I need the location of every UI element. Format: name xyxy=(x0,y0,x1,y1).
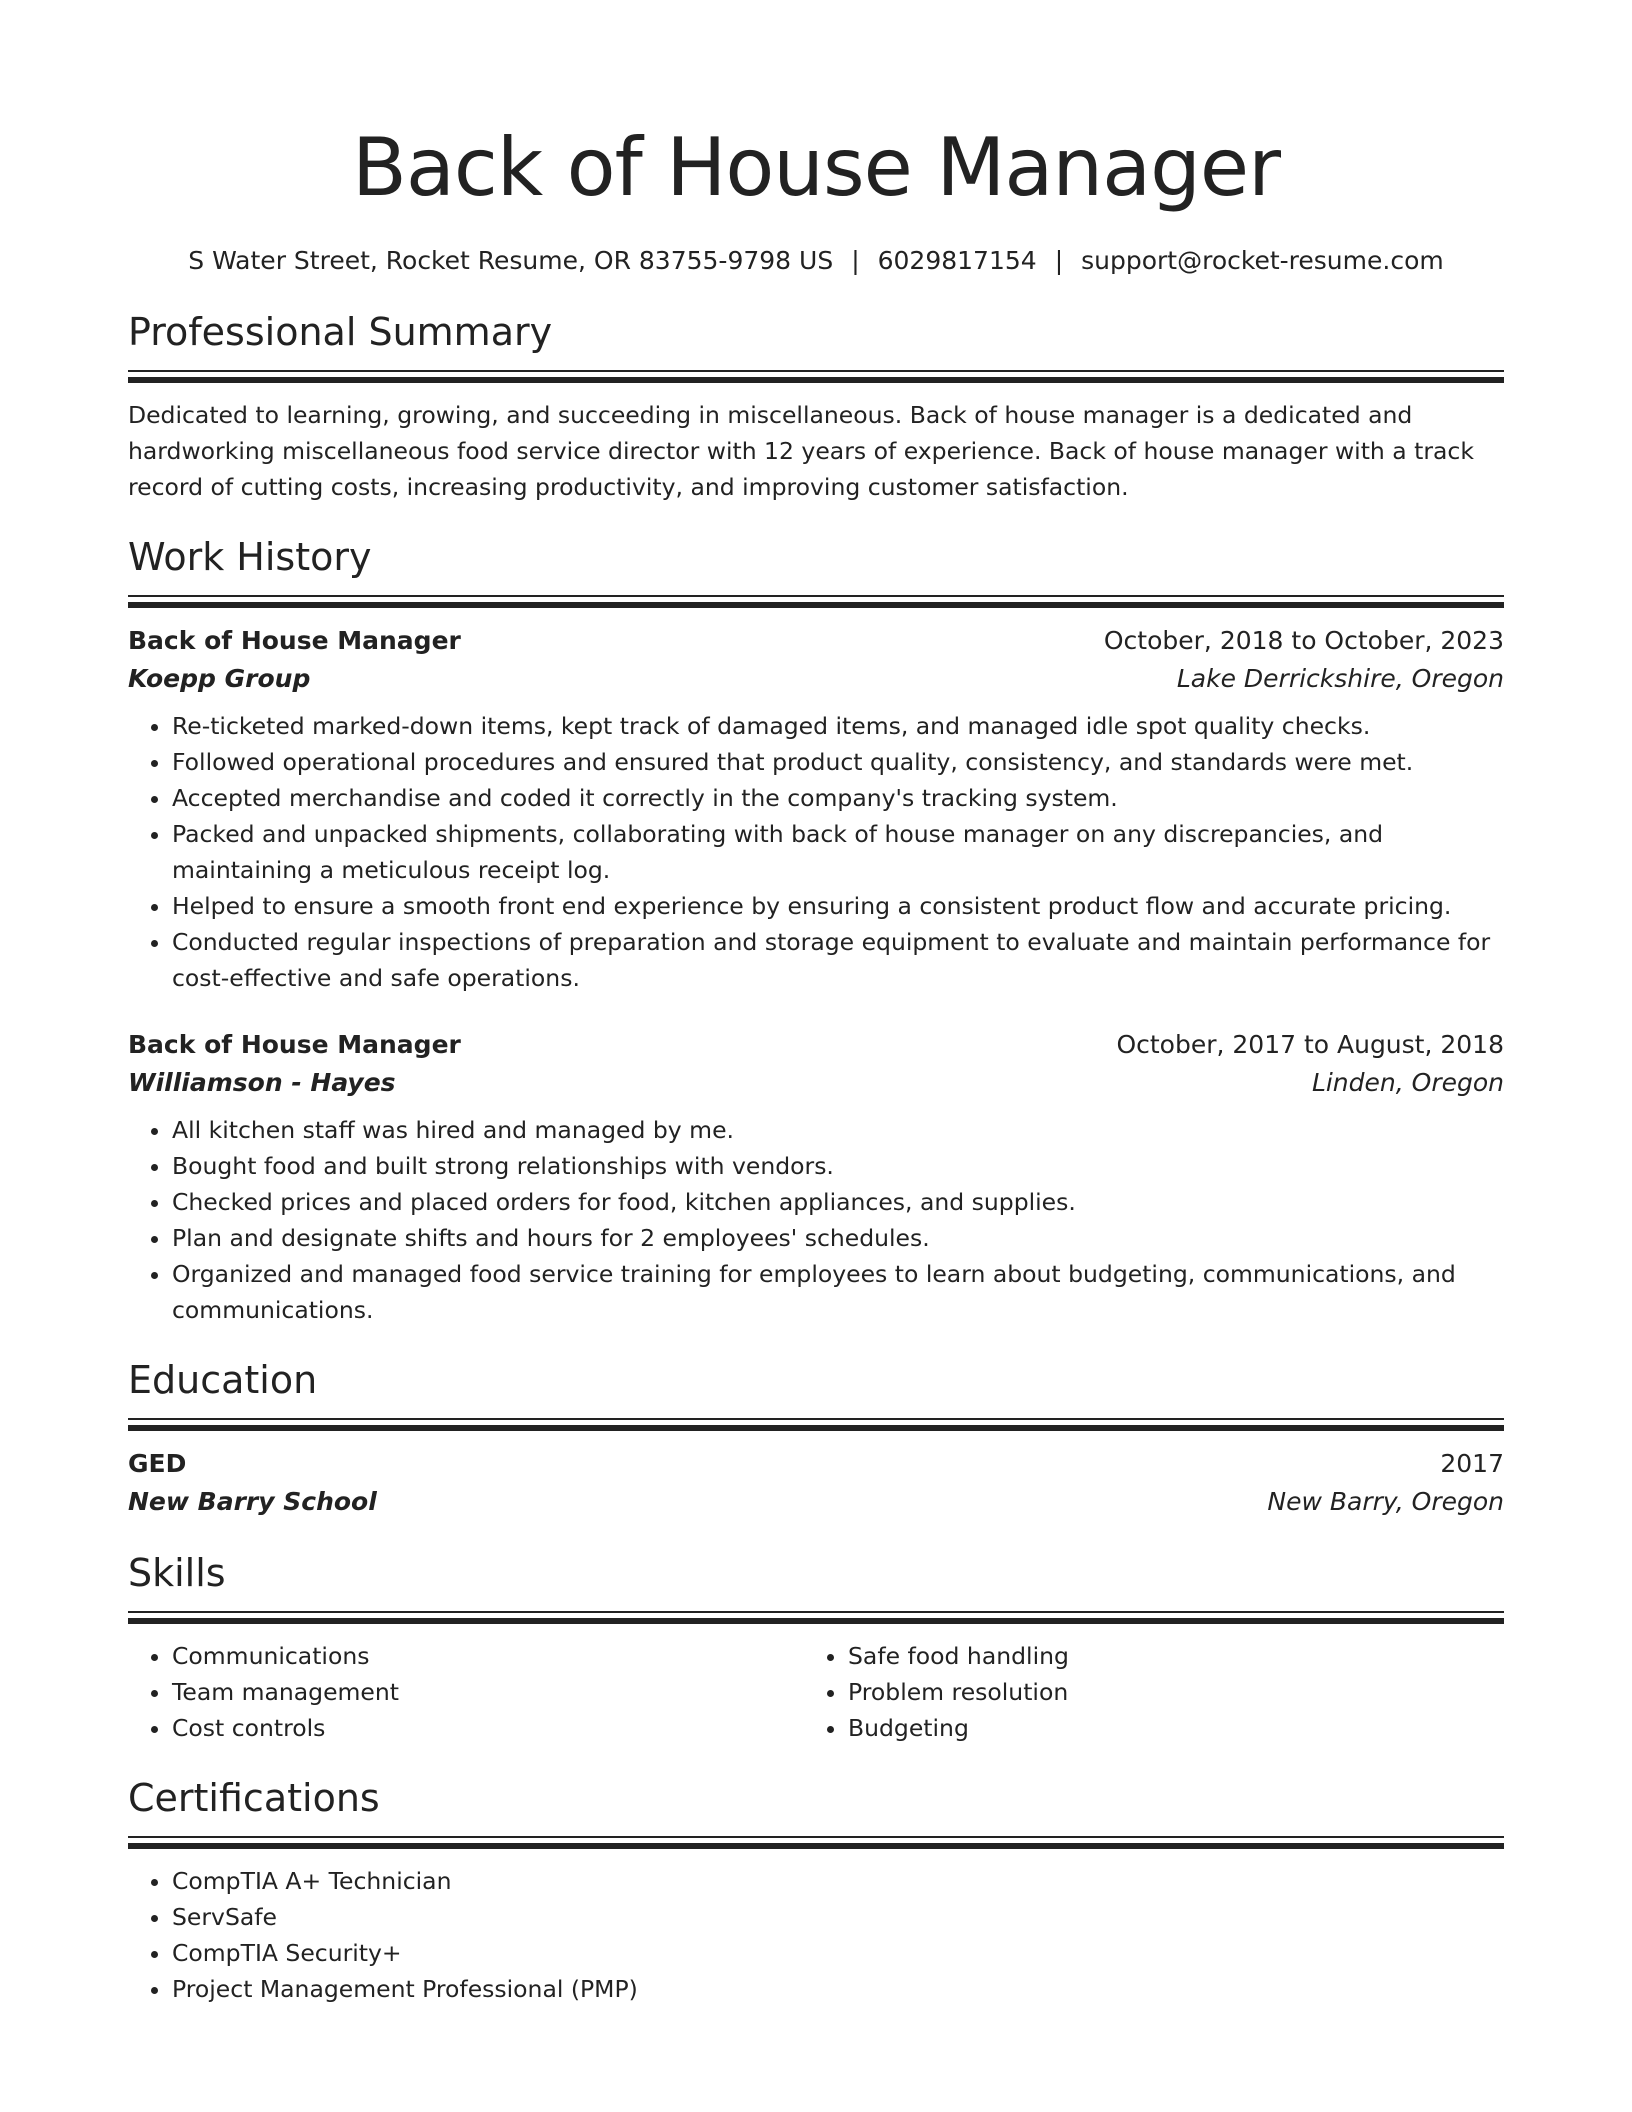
job-company: Williamson - Hayes xyxy=(128,1068,396,1097)
section-title-skills: Skills xyxy=(128,1551,226,1595)
contact-separator: | xyxy=(851,246,860,275)
job-bullet: • Checked prices and placed orders for food, kitchen appliances, and supplies. xyxy=(172,1184,1504,1220)
job-dates: October, 2018 to October, 2023 xyxy=(1103,626,1504,655)
skills-list-left xyxy=(128,1638,804,1746)
section-title-summary: Professional Summary xyxy=(128,310,553,354)
job-bullet: • Bought food and built strong relationships with vendors. xyxy=(172,1148,1504,1184)
job-bullets xyxy=(128,1112,1504,1328)
section-divider xyxy=(128,1418,1504,1431)
section-divider xyxy=(128,370,1504,383)
job-bullet: • Re-ticketed marked-down items, kept track of damaged items, and managed idle spot quality checks. xyxy=(172,708,1504,744)
job-bullet: • Organized and managed food service training for employees to learn about budgeting, communications, and communications. xyxy=(172,1256,1504,1328)
section-title-education: Education xyxy=(128,1358,318,1402)
job-bullet: • Helped to ensure a smooth front end experience by ensuring a consistent product flow and accurate pricing. xyxy=(172,888,1504,924)
job-bullet: • All kitchen staff was hired and managed by me. xyxy=(172,1112,1504,1148)
job-entry xyxy=(128,622,1504,996)
certifications-section xyxy=(128,1774,1504,2007)
section-title-certifications: Certifications xyxy=(128,1776,380,1820)
job-location: Linden, Oregon xyxy=(1311,1068,1504,1097)
job-company: Koepp Group xyxy=(128,664,311,693)
education-section xyxy=(128,1356,1504,1521)
education-header-row xyxy=(128,1445,1504,1483)
work-history-section xyxy=(128,533,1504,1328)
certification-item: • Project Management Professional (PMP) xyxy=(172,1971,1504,2007)
skills-list-right xyxy=(804,1638,1480,1746)
job-header-row xyxy=(128,1026,1504,1064)
summary-text: Dedicated to learning, growing, and succeeding in miscellaneous. Back of house manager is a dedicated and hardworking miscellaneous food service director with 12 years of experience. Back of house manager with a track record of cutting costs, increasing productivity, and improving customer satisfaction. xyxy=(128,401,1474,501)
contact-email: support@rocket-resume.com xyxy=(1081,246,1444,275)
summary-section xyxy=(128,308,1504,505)
certification-item: • CompTIA Security+ xyxy=(172,1935,1504,1971)
job-bullet: • Packed and unpacked shipments, collaborating with back of house manager on any discrepancies, and maintaining a meticulous receipt log. xyxy=(172,816,1504,888)
certifications-list xyxy=(128,1863,1504,2007)
skills-grid xyxy=(128,1638,1504,1746)
education-school-row xyxy=(128,1483,1504,1521)
education-location: New Barry, Oregon xyxy=(1267,1487,1504,1516)
certification-item: • CompTIA A+ Technician xyxy=(172,1863,1504,1899)
job-company-row xyxy=(128,1064,1504,1102)
contact-phone: 6029817154 xyxy=(877,246,1037,275)
job-title: Back of House Manager xyxy=(128,1030,461,1059)
job-entry xyxy=(128,1026,1504,1328)
job-title: Back of House Manager xyxy=(128,626,461,655)
job-bullet: • Conducted regular inspections of preparation and storage equipment to evaluate and maintain performance for cost-effective and safe operations. xyxy=(172,924,1504,996)
certification-item: • ServSafe xyxy=(172,1899,1504,1935)
contact-separator: | xyxy=(1054,246,1064,275)
contact-line xyxy=(128,244,1504,278)
section-title-work-history: Work History xyxy=(128,535,372,579)
education-entry xyxy=(128,1445,1504,1521)
skill-item: • Safe food handling xyxy=(848,1638,1480,1674)
job-dates: October, 2017 to August, 2018 xyxy=(1116,1030,1504,1059)
skills-section xyxy=(128,1549,1504,1746)
skill-item: • Budgeting xyxy=(848,1710,1480,1746)
section-divider xyxy=(128,595,1504,608)
section-divider xyxy=(128,1611,1504,1624)
contact-address: S Water Street, Rocket Resume, OR 83755-9798 US xyxy=(188,246,834,275)
resume-page xyxy=(128,0,1504,2007)
job-bullet: • Accepted merchandise and coded it correctly in the company's tracking system. xyxy=(172,780,1504,816)
job-bullet: • Followed operational procedures and ensured that product quality, consistency, and standards were met. xyxy=(172,744,1504,780)
skill-item: • Team management xyxy=(172,1674,804,1710)
skill-item: • Problem resolution xyxy=(848,1674,1480,1710)
education-year: 2017 xyxy=(1440,1449,1504,1478)
education-school: New Barry School xyxy=(128,1487,377,1516)
resume-name: Back of House Manager xyxy=(352,121,1280,214)
skill-item: • Cost controls xyxy=(172,1710,804,1746)
section-divider xyxy=(128,1836,1504,1849)
job-bullet: • Plan and designate shifts and hours for 2 employees' schedules. xyxy=(172,1220,1504,1256)
job-bullets xyxy=(128,708,1504,996)
job-header-row xyxy=(128,622,1504,660)
job-company-row xyxy=(128,660,1504,698)
skill-item: • Communications xyxy=(172,1638,804,1674)
education-degree: GED xyxy=(128,1449,187,1478)
job-location: Lake Derrickshire, Oregon xyxy=(1176,664,1504,693)
